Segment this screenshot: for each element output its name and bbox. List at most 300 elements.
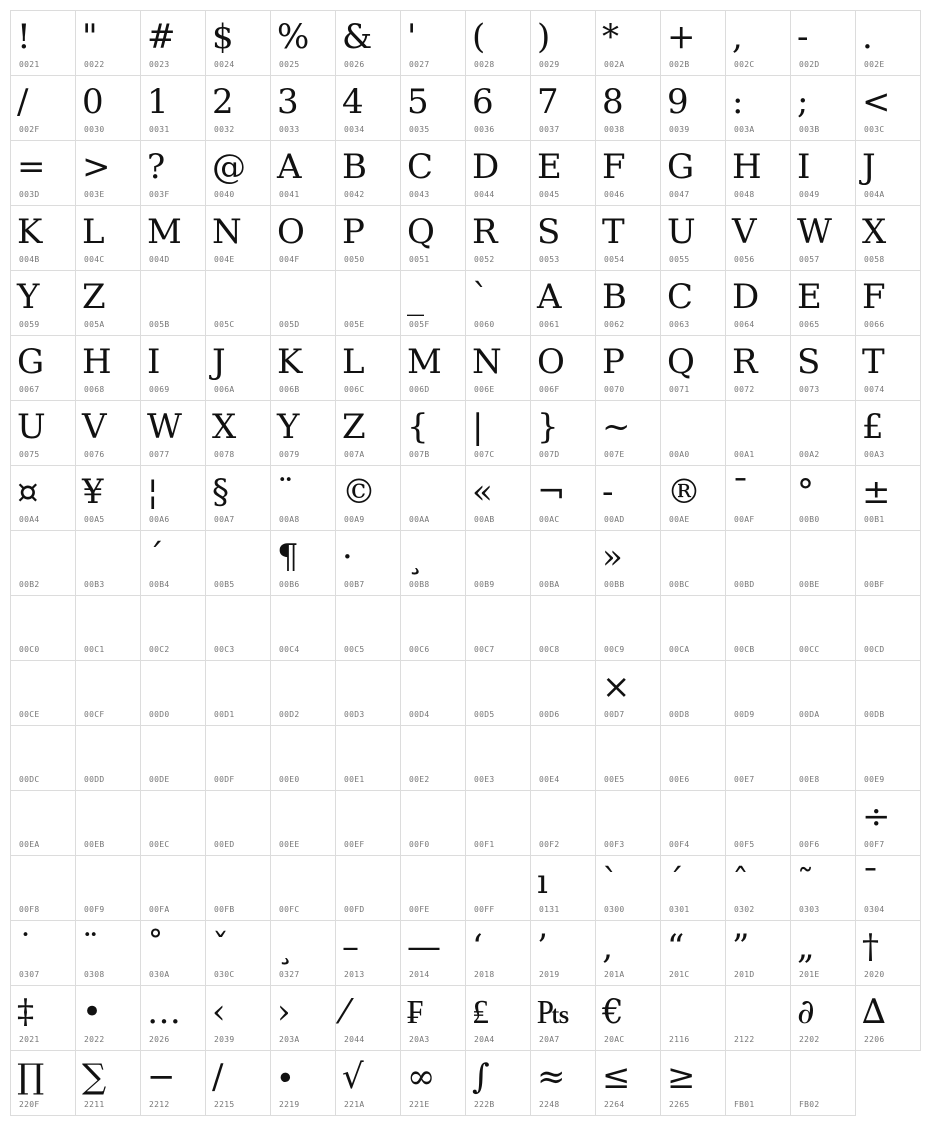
- glyph-codepoint: 00FD: [344, 905, 365, 914]
- glyph-character: ∑: [82, 1057, 107, 1097]
- glyph-character: O: [277, 212, 305, 252]
- glyph-character: †: [862, 927, 879, 967]
- glyph-codepoint: 0038: [604, 125, 625, 134]
- glyph-cell: [660, 920, 726, 986]
- glyph-character: P: [602, 342, 625, 382]
- glyph-cell: [595, 400, 661, 466]
- glyph-codepoint: 00B1: [864, 515, 885, 524]
- glyph-cell: [725, 790, 791, 856]
- glyph-codepoint: 00AE: [669, 515, 690, 524]
- glyph-codepoint: 004B: [19, 255, 40, 264]
- glyph-character: 7: [537, 82, 559, 122]
- glyph-cell: [270, 335, 336, 401]
- glyph-codepoint: 00BD: [734, 580, 755, 589]
- glyph-cell: [140, 270, 206, 336]
- glyph-cell: [465, 855, 531, 921]
- glyph-cell: [855, 205, 921, 271]
- glyph-codepoint: 002C: [734, 60, 755, 69]
- glyph-character: ‹: [212, 992, 226, 1032]
- glyph-cell: [790, 725, 856, 791]
- glyph-character: *: [602, 17, 619, 57]
- glyph-character: S: [537, 212, 561, 252]
- glyph-codepoint: 00AF: [734, 515, 755, 524]
- glyph-codepoint: 0047: [669, 190, 690, 199]
- glyph-character: B: [602, 277, 627, 317]
- glyph-cell: [10, 335, 76, 401]
- glyph-codepoint: 00BC: [669, 580, 690, 589]
- glyph-character: `: [472, 277, 489, 317]
- glyph-codepoint: 2122: [734, 1035, 755, 1044]
- glyph-character: ;: [797, 82, 809, 122]
- glyph-cell: [270, 595, 336, 661]
- glyph-codepoint: 00AB: [474, 515, 495, 524]
- glyph-character: #: [147, 17, 176, 57]
- glyph-codepoint: 0075: [19, 450, 40, 459]
- glyph-cell: [790, 335, 856, 401]
- glyph-codepoint: 00C3: [214, 645, 235, 654]
- glyph-codepoint: 0079: [279, 450, 300, 459]
- glyph-character: X: [212, 407, 237, 447]
- glyph-codepoint: 00F6: [799, 840, 820, 849]
- glyph-character: 4: [342, 82, 364, 122]
- glyph-codepoint: 0030: [84, 125, 105, 134]
- glyph-character: ˇ: [212, 927, 229, 967]
- glyph-character: A: [277, 147, 302, 187]
- glyph-character: ¥: [82, 472, 104, 512]
- glyph-codepoint: 220F: [19, 1100, 40, 1109]
- glyph-character: ˋ: [602, 862, 619, 902]
- glyph-cell: [465, 10, 531, 76]
- glyph-cell: [790, 205, 856, 271]
- glyph-codepoint: 00F7: [864, 840, 885, 849]
- glyph-cell: [400, 855, 466, 921]
- glyph-cell: [855, 660, 921, 726]
- glyph-codepoint: 006A: [214, 385, 235, 394]
- glyph-codepoint: 00D2: [279, 710, 300, 719]
- glyph-character: ∫: [472, 1057, 490, 1097]
- glyph-codepoint: 2026: [149, 1035, 170, 1044]
- glyph-character: R: [732, 342, 758, 382]
- glyph-cell: [660, 595, 726, 661]
- glyph-codepoint: 201E: [799, 970, 820, 979]
- glyph-codepoint: 2248: [539, 1100, 560, 1109]
- glyph-codepoint: 00A1: [734, 450, 755, 459]
- glyph-codepoint: 0077: [149, 450, 170, 459]
- glyph-codepoint: 0050: [344, 255, 365, 264]
- glyph-cell: [10, 140, 76, 206]
- glyph-codepoint: 221A: [344, 1100, 365, 1109]
- glyph-cell: [335, 75, 401, 141]
- glyph-cell: [660, 465, 726, 531]
- glyph-character: √: [342, 1057, 364, 1097]
- glyph-codepoint: 222B: [474, 1100, 495, 1109]
- glyph-cell: [10, 400, 76, 466]
- glyph-character: C: [667, 277, 694, 317]
- glyph-character: 6: [472, 82, 494, 122]
- glyph-character: L: [82, 212, 105, 252]
- glyph-character: ×: [602, 667, 631, 707]
- glyph-codepoint: 005D: [279, 320, 300, 329]
- glyph-character: Y: [17, 277, 40, 317]
- glyph-cell: [465, 75, 531, 141]
- glyph-codepoint: 0076: [84, 450, 105, 459]
- glyph-codepoint: 00C4: [279, 645, 300, 654]
- glyph-cell: [270, 10, 336, 76]
- glyph-cell: [270, 530, 336, 596]
- glyph-cell: [660, 400, 726, 466]
- glyph-codepoint: 2018: [474, 970, 495, 979]
- glyph-codepoint: 00E0: [279, 775, 300, 784]
- glyph-cell: [270, 790, 336, 856]
- glyph-cell: [400, 530, 466, 596]
- glyph-cell: [140, 205, 206, 271]
- glyph-cell: [10, 855, 76, 921]
- glyph-cell: [400, 270, 466, 336]
- glyph-cell: [10, 790, 76, 856]
- glyph-cell: [855, 790, 921, 856]
- glyph-character: ‘: [472, 927, 483, 967]
- glyph-character: ?: [147, 147, 166, 187]
- glyph-cell: [75, 465, 141, 531]
- glyph-grid: [10, 10, 920, 1115]
- glyph-codepoint: 006D: [409, 385, 430, 394]
- glyph-cell: [140, 985, 206, 1051]
- glyph-codepoint: 2044: [344, 1035, 365, 1044]
- glyph-character: G: [17, 342, 45, 382]
- glyph-character: …: [147, 992, 181, 1032]
- glyph-codepoint: 00FC: [279, 905, 300, 914]
- glyph-cell: [205, 465, 271, 531]
- glyph-codepoint: 00BB: [604, 580, 625, 589]
- glyph-cell: [335, 790, 401, 856]
- glyph-codepoint: 00A5: [84, 515, 105, 524]
- glyph-cell: [75, 140, 141, 206]
- glyph-cell: [10, 205, 76, 271]
- glyph-cell: [660, 335, 726, 401]
- glyph-cell: [10, 75, 76, 141]
- glyph-codepoint: 0046: [604, 190, 625, 199]
- glyph-cell: [855, 855, 921, 921]
- glyph-cell: [465, 725, 531, 791]
- glyph-cell: [790, 595, 856, 661]
- glyph-cell: [270, 465, 336, 531]
- glyph-character: ˉ: [862, 862, 879, 902]
- glyph-cell: [335, 855, 401, 921]
- glyph-codepoint: 005E: [344, 320, 365, 329]
- glyph-character: ≥: [667, 1057, 696, 1097]
- glyph-cell: [400, 1050, 466, 1116]
- glyph-cell: [595, 725, 661, 791]
- glyph-cell: [270, 270, 336, 336]
- glyph-character: W: [147, 407, 182, 447]
- glyph-cell: [725, 1050, 791, 1116]
- glyph-codepoint: 00C8: [539, 645, 560, 654]
- glyph-character: H: [732, 147, 762, 187]
- glyph-codepoint: 0040: [214, 190, 235, 199]
- glyph-codepoint: 0023: [149, 60, 170, 69]
- glyph-codepoint: 00A8: [279, 515, 300, 524]
- glyph-codepoint: 00FF: [474, 905, 495, 914]
- glyph-character: ÷: [862, 797, 891, 837]
- glyph-character: 9: [667, 82, 689, 122]
- glyph-cell: [595, 920, 661, 986]
- glyph-codepoint: 00AC: [539, 515, 560, 524]
- glyph-cell: [75, 920, 141, 986]
- glyph-codepoint: 00E4: [539, 775, 560, 784]
- glyph-codepoint: 004F: [279, 255, 300, 264]
- glyph-character: ‡: [17, 992, 34, 1032]
- glyph-character: £: [862, 407, 884, 447]
- glyph-cell: [75, 335, 141, 401]
- glyph-cell: [465, 530, 531, 596]
- glyph-character: =: [17, 147, 46, 187]
- glyph-cell: [205, 920, 271, 986]
- glyph-codepoint: 0304: [864, 905, 885, 914]
- glyph-cell: [335, 205, 401, 271]
- glyph-codepoint: 203A: [279, 1035, 300, 1044]
- glyph-codepoint: 00A2: [799, 450, 820, 459]
- glyph-cell: [140, 1050, 206, 1116]
- glyph-cell: [660, 790, 726, 856]
- glyph-cell: [790, 140, 856, 206]
- glyph-codepoint: 00F1: [474, 840, 495, 849]
- glyph-codepoint: 0064: [734, 320, 755, 329]
- glyph-cell: [725, 140, 791, 206]
- glyph-cell: [270, 920, 336, 986]
- glyph-cell: [140, 140, 206, 206]
- glyph-character: ©: [342, 472, 376, 512]
- glyph-codepoint: 004A: [864, 190, 885, 199]
- glyph-codepoint: 00A0: [669, 450, 690, 459]
- glyph-cell: [10, 660, 76, 726]
- glyph-cell: [335, 270, 401, 336]
- glyph-codepoint: 0035: [409, 125, 430, 134]
- glyph-cell: [270, 725, 336, 791]
- glyph-codepoint: 0022: [84, 60, 105, 69]
- glyph-cell: [660, 205, 726, 271]
- glyph-character: ¯: [732, 472, 749, 512]
- glyph-cell: [205, 725, 271, 791]
- glyph-codepoint: 0302: [734, 905, 755, 914]
- glyph-codepoint: 0043: [409, 190, 430, 199]
- glyph-codepoint: 005B: [149, 320, 170, 329]
- glyph-codepoint: 00C1: [84, 645, 105, 654]
- glyph-character: .: [862, 17, 873, 57]
- glyph-character: ): [537, 17, 551, 57]
- glyph-codepoint: 0062: [604, 320, 625, 329]
- glyph-cell: [270, 985, 336, 1051]
- glyph-cell: [335, 725, 401, 791]
- glyph-cell: [10, 985, 76, 1051]
- glyph-character: ¦: [147, 472, 159, 512]
- glyph-cell: [530, 790, 596, 856]
- glyph-character: ¬: [537, 472, 566, 512]
- glyph-cell: [400, 465, 466, 531]
- glyph-codepoint: 0039: [669, 125, 690, 134]
- glyph-character: |: [472, 407, 484, 447]
- glyph-cell: [400, 725, 466, 791]
- glyph-codepoint: 0071: [669, 385, 690, 394]
- glyph-codepoint: 005A: [84, 320, 105, 329]
- glyph-codepoint: 2019: [539, 970, 560, 979]
- glyph-character: ’: [537, 927, 548, 967]
- glyph-codepoint: 201C: [669, 970, 690, 979]
- glyph-cell: [205, 205, 271, 271]
- glyph-character: −: [147, 1057, 176, 1097]
- glyph-cell: [205, 530, 271, 596]
- glyph-cell: [10, 725, 76, 791]
- glyph-codepoint: 0065: [799, 320, 820, 329]
- glyph-cell: [725, 530, 791, 596]
- glyph-cell: [595, 465, 661, 531]
- glyph-cell: [75, 75, 141, 141]
- glyph-codepoint: 005C: [214, 320, 235, 329]
- glyph-cell: [530, 400, 596, 466]
- glyph-codepoint: 2116: [669, 1035, 690, 1044]
- glyph-character: M: [147, 212, 182, 252]
- glyph-cell: [10, 1050, 76, 1116]
- glyph-codepoint: 20A3: [409, 1035, 430, 1044]
- glyph-cell: [660, 855, 726, 921]
- glyph-cell: [10, 530, 76, 596]
- glyph-cell: [270, 1050, 336, 1116]
- glyph-cell: [75, 400, 141, 466]
- glyph-character: Q: [667, 342, 695, 382]
- glyph-codepoint: 0308: [84, 970, 105, 979]
- glyph-codepoint: 00D9: [734, 710, 755, 719]
- glyph-cell: [205, 335, 271, 401]
- glyph-cell: [725, 920, 791, 986]
- glyph-codepoint: 0052: [474, 255, 495, 264]
- glyph-codepoint: 0068: [84, 385, 105, 394]
- glyph-codepoint: 0069: [149, 385, 170, 394]
- glyph-cell: [335, 140, 401, 206]
- glyph-character: C: [407, 147, 434, 187]
- glyph-character: S: [797, 342, 821, 382]
- glyph-codepoint: 0055: [669, 255, 690, 264]
- glyph-character: 1: [147, 82, 169, 122]
- glyph-character: —: [407, 927, 441, 967]
- glyph-codepoint: 007A: [344, 450, 365, 459]
- glyph-character: N: [472, 342, 502, 382]
- glyph-codepoint: 002F: [19, 125, 40, 134]
- glyph-codepoint: 00D4: [409, 710, 430, 719]
- glyph-codepoint: 00DB: [864, 710, 885, 719]
- glyph-cell: [75, 790, 141, 856]
- glyph-codepoint: 030C: [214, 970, 235, 979]
- glyph-codepoint: 030A: [149, 970, 170, 979]
- glyph-cell: [400, 335, 466, 401]
- glyph-character: <: [862, 82, 891, 122]
- glyph-codepoint: 0024: [214, 60, 235, 69]
- glyph-character: ∕: [212, 1057, 224, 1097]
- glyph-character: I: [797, 147, 811, 187]
- glyph-codepoint: 0049: [799, 190, 820, 199]
- glyph-cell: [205, 985, 271, 1051]
- glyph-cell: [335, 1050, 401, 1116]
- glyph-codepoint: 0067: [19, 385, 40, 394]
- glyph-cell: [530, 335, 596, 401]
- glyph-codepoint: 003D: [19, 190, 40, 199]
- glyph-character: (: [472, 17, 486, 57]
- glyph-codepoint: 00EC: [149, 840, 170, 849]
- glyph-cell: [725, 75, 791, 141]
- glyph-cell: [75, 660, 141, 726]
- glyph-cell: [400, 790, 466, 856]
- glyph-codepoint: 00D1: [214, 710, 235, 719]
- glyph-character: “: [667, 927, 685, 967]
- glyph-codepoint: 00FA: [149, 905, 170, 914]
- glyph-cell: [335, 335, 401, 401]
- glyph-character: ∆: [862, 992, 886, 1032]
- glyph-cell: [855, 140, 921, 206]
- glyph-cell: [790, 920, 856, 986]
- glyph-codepoint: 20A7: [539, 1035, 560, 1044]
- glyph-codepoint: 2265: [669, 1100, 690, 1109]
- glyph-codepoint: 2039: [214, 1035, 235, 1044]
- glyph-codepoint: 00B9: [474, 580, 495, 589]
- glyph-cell: [400, 75, 466, 141]
- glyph-cell: [595, 790, 661, 856]
- glyph-cell: [855, 530, 921, 596]
- glyph-codepoint: 00C6: [409, 645, 430, 654]
- glyph-cell: [465, 465, 531, 531]
- glyph-cell: [530, 530, 596, 596]
- glyph-codepoint: 002D: [799, 60, 820, 69]
- glyph-codepoint: 2013: [344, 970, 365, 979]
- glyph-codepoint: 00AD: [604, 515, 625, 524]
- glyph-character: ₧: [537, 992, 570, 1032]
- glyph-cell: [530, 1050, 596, 1116]
- glyph-cell: [595, 75, 661, 141]
- glyph-cell: [335, 920, 401, 986]
- glyph-cell: [725, 400, 791, 466]
- glyph-character: O: [537, 342, 565, 382]
- glyph-codepoint: 0033: [279, 125, 300, 134]
- glyph-codepoint: 0301: [669, 905, 690, 914]
- glyph-codepoint: 00ED: [214, 840, 235, 849]
- glyph-character: +: [667, 17, 696, 57]
- glyph-cell: [790, 855, 856, 921]
- glyph-cell: [465, 335, 531, 401]
- glyph-codepoint: 00B8: [409, 580, 430, 589]
- glyph-character: P: [342, 212, 365, 252]
- glyph-cell: [725, 985, 791, 1051]
- glyph-character: U: [17, 407, 46, 447]
- glyph-cell: [400, 985, 466, 1051]
- glyph-character: ˆ: [732, 862, 749, 902]
- glyph-codepoint: 007E: [604, 450, 625, 459]
- glyph-cell: [530, 725, 596, 791]
- glyph-cell: [400, 920, 466, 986]
- glyph-codepoint: 006C: [344, 385, 365, 394]
- glyph-codepoint: 0026: [344, 60, 365, 69]
- glyph-cell: [400, 595, 466, 661]
- glyph-cell: [75, 270, 141, 336]
- glyph-codepoint: 0036: [474, 125, 495, 134]
- glyph-character: B: [342, 147, 367, 187]
- glyph-character: N: [212, 212, 242, 252]
- glyph-cell: [465, 790, 531, 856]
- glyph-character: Z: [82, 277, 106, 317]
- glyph-cell: [205, 270, 271, 336]
- glyph-character: ±: [862, 472, 891, 512]
- glyph-codepoint: 0025: [279, 60, 300, 69]
- glyph-character: V: [82, 407, 107, 447]
- glyph-codepoint: 00D3: [344, 710, 365, 719]
- glyph-codepoint: 00BA: [539, 580, 560, 589]
- glyph-cell: [790, 10, 856, 76]
